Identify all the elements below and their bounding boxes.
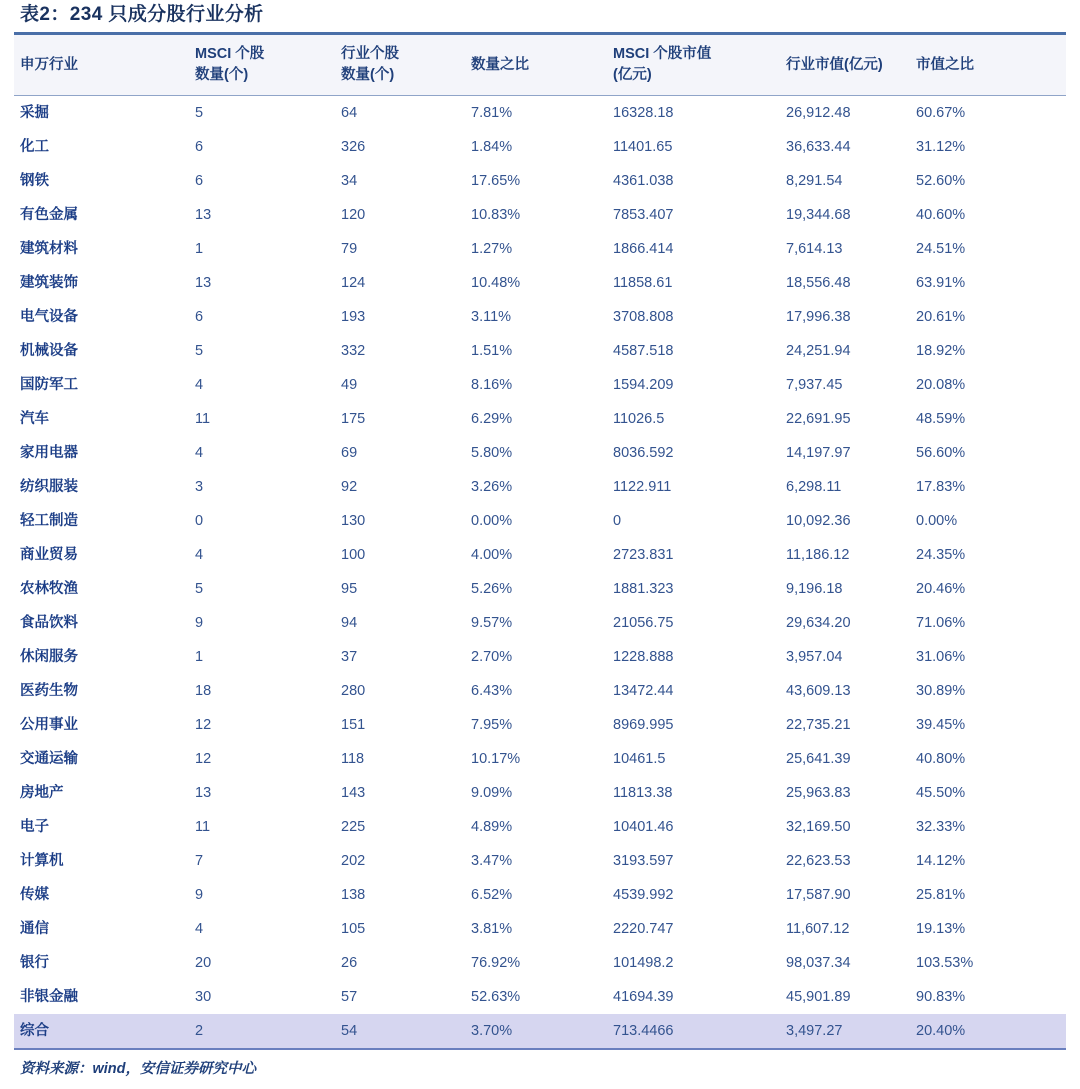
cell-industry: 银行 xyxy=(20,955,49,971)
table-row xyxy=(14,96,1066,131)
industry-analysis-table xyxy=(14,32,1066,1050)
cell-msci-cap: 4539.992 xyxy=(613,887,674,903)
table-header xyxy=(14,34,1066,96)
table-row xyxy=(14,572,1066,606)
cell-industry-cap: 22,691.95 xyxy=(786,411,851,427)
cell-industry: 休闲服务 xyxy=(20,649,78,665)
cell-msci-cap: 101498.2 xyxy=(613,955,674,971)
table-row xyxy=(14,912,1066,946)
column-header-industry-count xyxy=(335,34,465,96)
cell-industry-count: 332 xyxy=(341,343,366,359)
cell-industry: 交通运输 xyxy=(20,751,78,767)
cell-cap-ratio: 24.51% xyxy=(916,241,966,257)
cell-cap-ratio: 39.45% xyxy=(916,717,966,733)
cell-count-ratio: 17.65% xyxy=(471,173,521,189)
column-header-cap-ratio xyxy=(910,34,1066,96)
cell-industry-cap: 98,037.34 xyxy=(786,955,851,971)
cell-msci-cap: 11026.5 xyxy=(613,411,665,427)
cell-cap-ratio: 32.33% xyxy=(916,819,966,835)
cell-msci-count: 11 xyxy=(195,411,211,427)
table-row xyxy=(14,640,1066,674)
header-line-1: 数量之比 xyxy=(471,56,529,73)
cell-industry-count: 64 xyxy=(341,105,358,121)
header-line-1: MSCI 个股市值 xyxy=(613,46,712,62)
cell-industry: 电子 xyxy=(20,819,49,835)
table-row xyxy=(14,674,1066,708)
cell-msci-count: 13 xyxy=(195,785,212,801)
table-row xyxy=(14,266,1066,300)
cell-industry-cap: 8,291.54 xyxy=(786,173,843,189)
cell-industry: 医药生物 xyxy=(20,683,78,699)
cell-industry-count: 37 xyxy=(341,649,358,665)
cell-industry-count: 280 xyxy=(341,683,366,699)
table-row xyxy=(14,810,1066,844)
cell-count-ratio: 5.26% xyxy=(471,581,513,597)
cell-industry-cap: 18,556.48 xyxy=(786,275,851,291)
cell-msci-cap: 10461.5 xyxy=(613,751,666,767)
cell-count-ratio: 3.81% xyxy=(471,921,513,937)
cell-industry: 传媒 xyxy=(20,887,49,903)
cell-msci-cap: 10401.46 xyxy=(613,819,674,835)
cell-msci-cap: 1881.323 xyxy=(613,581,674,597)
cell-msci-cap: 41694.39 xyxy=(613,989,674,1005)
table-row xyxy=(14,334,1066,368)
cell-industry: 机械设备 xyxy=(20,343,78,359)
cell-industry-count: 175 xyxy=(341,411,366,427)
cell-industry-count: 69 xyxy=(341,445,358,461)
cell-cap-ratio: 20.46% xyxy=(916,581,966,597)
cell-msci-count: 9 xyxy=(195,887,204,903)
cell-industry: 建筑材料 xyxy=(20,241,78,257)
cell-industry-count: 57 xyxy=(341,989,358,1005)
cell-cap-ratio: 90.83% xyxy=(916,989,966,1005)
cell-count-ratio: 4.89% xyxy=(471,819,513,835)
cell-msci-count: 0 xyxy=(195,513,204,529)
cell-msci-count: 5 xyxy=(195,105,204,121)
column-header-msci-cap xyxy=(607,34,780,96)
cell-msci-count: 5 xyxy=(195,343,204,359)
cell-industry-count: 105 xyxy=(341,921,366,937)
cell-cap-ratio: 31.12% xyxy=(916,139,966,155)
table-row xyxy=(14,708,1066,742)
cell-count-ratio: 6.52% xyxy=(471,887,513,903)
cell-industry-cap: 6,298.11 xyxy=(786,479,842,495)
column-header-count-ratio xyxy=(465,34,607,96)
cell-count-ratio: 5.80% xyxy=(471,445,513,461)
cell-count-ratio: 9.57% xyxy=(471,615,513,631)
cell-msci-cap: 0 xyxy=(613,513,622,529)
cell-industry-cap: 10,092.36 xyxy=(786,513,851,529)
cell-msci-count: 13 xyxy=(195,207,212,223)
cell-cap-ratio: 20.08% xyxy=(916,377,966,393)
cell-msci-count: 1 xyxy=(195,649,204,665)
table-row xyxy=(14,606,1066,640)
cell-cap-ratio: 56.60% xyxy=(916,445,966,461)
cell-industry: 电气设备 xyxy=(20,309,78,325)
cell-industry-count: 95 xyxy=(341,581,358,597)
table-row xyxy=(14,946,1066,980)
table-row xyxy=(14,1014,1066,1049)
header-row xyxy=(14,34,1066,96)
table-row xyxy=(14,300,1066,334)
cell-cap-ratio: 71.06% xyxy=(916,615,966,631)
cell-msci-cap: 8036.592 xyxy=(613,445,674,461)
cell-msci-count: 12 xyxy=(195,717,212,733)
cell-cap-ratio: 14.12% xyxy=(916,853,966,869)
table-row xyxy=(14,878,1066,912)
table-row xyxy=(14,402,1066,436)
table-row xyxy=(14,844,1066,878)
cell-industry: 综合 xyxy=(14,1014,189,1049)
cell-industry: 家用电器 xyxy=(20,445,78,461)
cell-msci-cap: 13472.44 xyxy=(613,683,674,699)
cell-cap-ratio: 48.59% xyxy=(916,411,966,427)
cell-industry-count: 92 xyxy=(341,479,358,495)
cell-industry-count: 151 xyxy=(341,717,366,733)
cell-count-ratio: 3.26% xyxy=(471,479,513,495)
cell-industry-cap: 22,735.21 xyxy=(786,717,851,733)
cell-msci-count: 11 xyxy=(195,819,211,835)
cell-industry-count: 118 xyxy=(341,751,365,767)
cell-industry: 农林牧渔 xyxy=(20,581,78,597)
cell-cap-ratio: 24.35% xyxy=(916,547,966,563)
cell-msci-cap: 11858.61 xyxy=(613,275,673,291)
cell-count-ratio: 1.84% xyxy=(471,139,513,155)
cell-msci-count: 1 xyxy=(195,241,204,257)
cell-industry: 公用事业 xyxy=(20,717,78,733)
cell-industry-count: 26 xyxy=(341,955,358,971)
cell-industry-cap: 17,587.90 xyxy=(786,887,851,903)
cell-cap-ratio: 45.50% xyxy=(916,785,966,801)
cell-cap-ratio: 31.06% xyxy=(916,649,966,665)
cell-count-ratio: 6.29% xyxy=(471,411,513,427)
cell-msci-count: 6 xyxy=(195,309,204,325)
cell-count-ratio: 4.00% xyxy=(471,547,513,563)
table-row xyxy=(14,470,1066,504)
header-line-1: MSCI 个股 xyxy=(195,46,265,62)
cell-industry-cap: 19,344.68 xyxy=(786,207,851,223)
cell-industry-cap: 25,641.39 xyxy=(786,751,851,767)
cell-industry-count: 138 xyxy=(341,887,366,903)
cell-industry: 建筑装饰 xyxy=(20,275,78,291)
cell-count-ratio: 7.81% xyxy=(471,105,513,121)
header-line-2: 数量(个) xyxy=(195,67,249,83)
cell-industry-count: 130 xyxy=(341,513,366,529)
cell-industry-cap: 32,169.50 xyxy=(786,819,851,835)
cell-industry-cap: 26,912.48 xyxy=(786,105,851,121)
table-row xyxy=(14,130,1066,164)
cell-cap-ratio: 40.60% xyxy=(916,207,966,223)
cell-industry-cap: 14,197.97 xyxy=(786,445,851,461)
cell-count-ratio: 52.63% xyxy=(471,989,521,1005)
cell-cap-ratio: 60.67% xyxy=(916,105,966,121)
cell-msci-cap: 11401.65 xyxy=(613,139,673,155)
cell-cap-ratio: 30.89% xyxy=(916,683,966,699)
cell-cap-ratio: 63.91% xyxy=(916,275,966,291)
cell-msci-cap: 16328.18 xyxy=(613,105,674,121)
cell-industry: 食品饮料 xyxy=(20,615,78,631)
cell-industry-cap: 22,623.53 xyxy=(786,853,851,869)
cell-msci-cap: 7853.407 xyxy=(613,207,674,223)
cell-industry: 纺织服装 xyxy=(20,479,78,495)
table-body xyxy=(14,96,1066,1050)
cell-industry: 轻工制造 xyxy=(20,513,78,529)
cell-industry-cap: 43,609.13 xyxy=(786,683,851,699)
cell-industry-cap: 7,614.13 xyxy=(786,241,843,257)
cell-count-ratio: 1.51% xyxy=(471,343,513,359)
table-row xyxy=(14,538,1066,572)
table-row xyxy=(14,742,1066,776)
table-row xyxy=(14,164,1066,198)
column-header-industry-cap xyxy=(780,34,910,96)
source-note: 资料来源：wind，安信证券研究中心 xyxy=(20,1061,257,1077)
table-row xyxy=(14,504,1066,538)
cell-count-ratio: 10.17% xyxy=(471,751,521,767)
cell-industry-cap: 36,633.44 xyxy=(786,139,851,155)
cell-industry-count: 326 xyxy=(341,139,366,155)
cell-industry-cap: 3,957.04 xyxy=(786,649,843,665)
cell-msci-count: 30 xyxy=(195,989,212,1005)
cell-industry-count: 49 xyxy=(341,377,358,393)
cell-industry-count: 94 xyxy=(341,615,358,631)
cell-msci-cap: 11813.38 xyxy=(613,785,673,801)
cell-industry: 钢铁 xyxy=(20,173,49,189)
cell-industry: 有色金属 xyxy=(20,207,78,223)
cell-msci-count: 5 xyxy=(195,581,204,597)
cell-msci-count: 4 xyxy=(195,921,204,937)
cell-msci-count: 20 xyxy=(195,955,212,971)
table-row xyxy=(14,198,1066,232)
cell-industry-cap: 24,251.94 xyxy=(786,343,851,359)
cell-count-ratio: 76.92% xyxy=(471,955,521,971)
cell-count-ratio: 8.16% xyxy=(471,377,513,393)
cell-msci-count: 9 xyxy=(195,615,204,631)
cell-industry-cap: 29,634.20 xyxy=(786,615,851,631)
cell-msci-count: 2 xyxy=(189,1014,335,1049)
cell-msci-count: 3 xyxy=(195,479,204,495)
cell-industry: 采掘 xyxy=(20,105,49,121)
cell-industry: 计算机 xyxy=(20,853,64,869)
table-row xyxy=(14,368,1066,402)
cell-industry-cap: 11,607.12 xyxy=(786,921,850,937)
cell-industry-count: 54 xyxy=(335,1014,465,1049)
cell-count-ratio: 2.70% xyxy=(471,649,513,665)
table-row xyxy=(14,980,1066,1014)
cell-industry: 国防军工 xyxy=(20,377,78,393)
cell-count-ratio: 10.48% xyxy=(471,275,521,291)
cell-cap-ratio: 20.61% xyxy=(916,309,966,325)
cell-msci-count: 12 xyxy=(195,751,212,767)
cell-msci-cap: 1122.911 xyxy=(613,479,672,495)
cell-cap-ratio: 17.83% xyxy=(916,479,966,495)
cell-cap-ratio: 103.53% xyxy=(916,955,974,971)
cell-msci-count: 4 xyxy=(195,445,204,461)
cell-industry-count: 193 xyxy=(341,309,366,325)
cell-msci-cap: 3708.808 xyxy=(613,309,674,325)
cell-industry-cap: 11,186.12 xyxy=(786,547,850,563)
cell-msci-cap: 1866.414 xyxy=(613,241,674,257)
cell-msci-cap: 3193.597 xyxy=(613,853,674,869)
cell-count-ratio: 1.27% xyxy=(471,241,513,257)
cell-count-ratio: 3.70% xyxy=(465,1014,607,1049)
cell-industry-cap: 25,963.83 xyxy=(786,785,851,801)
cell-industry-cap: 17,996.38 xyxy=(786,309,851,325)
cell-industry: 商业贸易 xyxy=(20,547,78,563)
header-line-1: 行业个股 xyxy=(341,46,399,62)
cell-industry: 房地产 xyxy=(20,785,64,801)
cell-msci-cap: 4587.518 xyxy=(613,343,674,359)
header-line-1: 市值之比 xyxy=(916,56,974,73)
cell-industry: 非银金融 xyxy=(20,989,78,1005)
page-title: 表2：234 只成分股行业分析 xyxy=(20,4,264,25)
cell-msci-count: 4 xyxy=(195,377,204,393)
cell-msci-cap: 2723.831 xyxy=(613,547,674,563)
cell-industry-count: 100 xyxy=(341,547,366,563)
cell-industry-count: 124 xyxy=(341,275,366,291)
cell-count-ratio: 3.47% xyxy=(471,853,513,869)
cell-industry: 通信 xyxy=(20,921,49,937)
cell-msci-count: 7 xyxy=(195,853,204,869)
column-header-industry xyxy=(14,34,189,96)
cell-industry-cap: 3,497.27 xyxy=(780,1014,910,1049)
cell-cap-ratio: 18.92% xyxy=(916,343,966,359)
cell-cap-ratio: 40.80% xyxy=(916,751,966,767)
cell-msci-cap: 8969.995 xyxy=(613,717,674,733)
table-row xyxy=(14,436,1066,470)
header-line-2: 数量(个) xyxy=(341,67,395,83)
cell-industry: 化工 xyxy=(20,139,49,155)
header-line-1: 行业市值(亿元) xyxy=(786,56,883,73)
cell-industry-count: 79 xyxy=(341,241,358,257)
cell-count-ratio: 10.83% xyxy=(471,207,521,223)
cell-msci-count: 18 xyxy=(195,683,212,699)
cell-industry-cap: 9,196.18 xyxy=(786,581,843,597)
cell-industry-cap: 7,937.45 xyxy=(786,377,843,393)
cell-msci-cap: 1594.209 xyxy=(613,377,674,393)
cell-msci-count: 6 xyxy=(195,173,204,189)
cell-cap-ratio: 52.60% xyxy=(916,173,966,189)
cell-msci-cap: 2220.747 xyxy=(613,921,674,937)
cell-cap-ratio: 25.81% xyxy=(916,887,966,903)
cell-industry-count: 202 xyxy=(341,853,366,869)
cell-msci-cap: 4361.038 xyxy=(613,173,674,189)
cell-industry-cap: 45,901.89 xyxy=(786,989,851,1005)
cell-industry: 汽车 xyxy=(20,411,49,427)
cell-cap-ratio: 19.13% xyxy=(916,921,966,937)
cell-count-ratio: 7.95% xyxy=(471,717,513,733)
header-line-1: 申万行业 xyxy=(20,56,78,73)
cell-industry-count: 143 xyxy=(341,785,366,801)
cell-cap-ratio: 0.00% xyxy=(916,513,958,529)
cell-msci-count: 13 xyxy=(195,275,212,291)
cell-msci-cap: 21056.75 xyxy=(613,615,674,631)
table-row xyxy=(14,776,1066,810)
cell-count-ratio: 3.11% xyxy=(471,309,512,325)
cell-msci-cap: 713.4466 xyxy=(607,1014,780,1049)
cell-industry-count: 34 xyxy=(341,173,358,189)
column-header-msci-count xyxy=(189,34,335,96)
cell-count-ratio: 6.43% xyxy=(471,683,513,699)
cell-count-ratio: 9.09% xyxy=(471,785,513,801)
cell-cap-ratio: 20.40% xyxy=(910,1014,1066,1049)
cell-count-ratio: 0.00% xyxy=(471,513,513,529)
cell-msci-cap: 1228.888 xyxy=(613,649,674,665)
cell-industry-count: 225 xyxy=(341,819,366,835)
table-row xyxy=(14,232,1066,266)
cell-msci-count: 6 xyxy=(195,139,204,155)
header-line-2: (亿元) xyxy=(613,67,652,83)
cell-msci-count: 4 xyxy=(195,547,204,563)
cell-industry-count: 120 xyxy=(341,207,366,223)
